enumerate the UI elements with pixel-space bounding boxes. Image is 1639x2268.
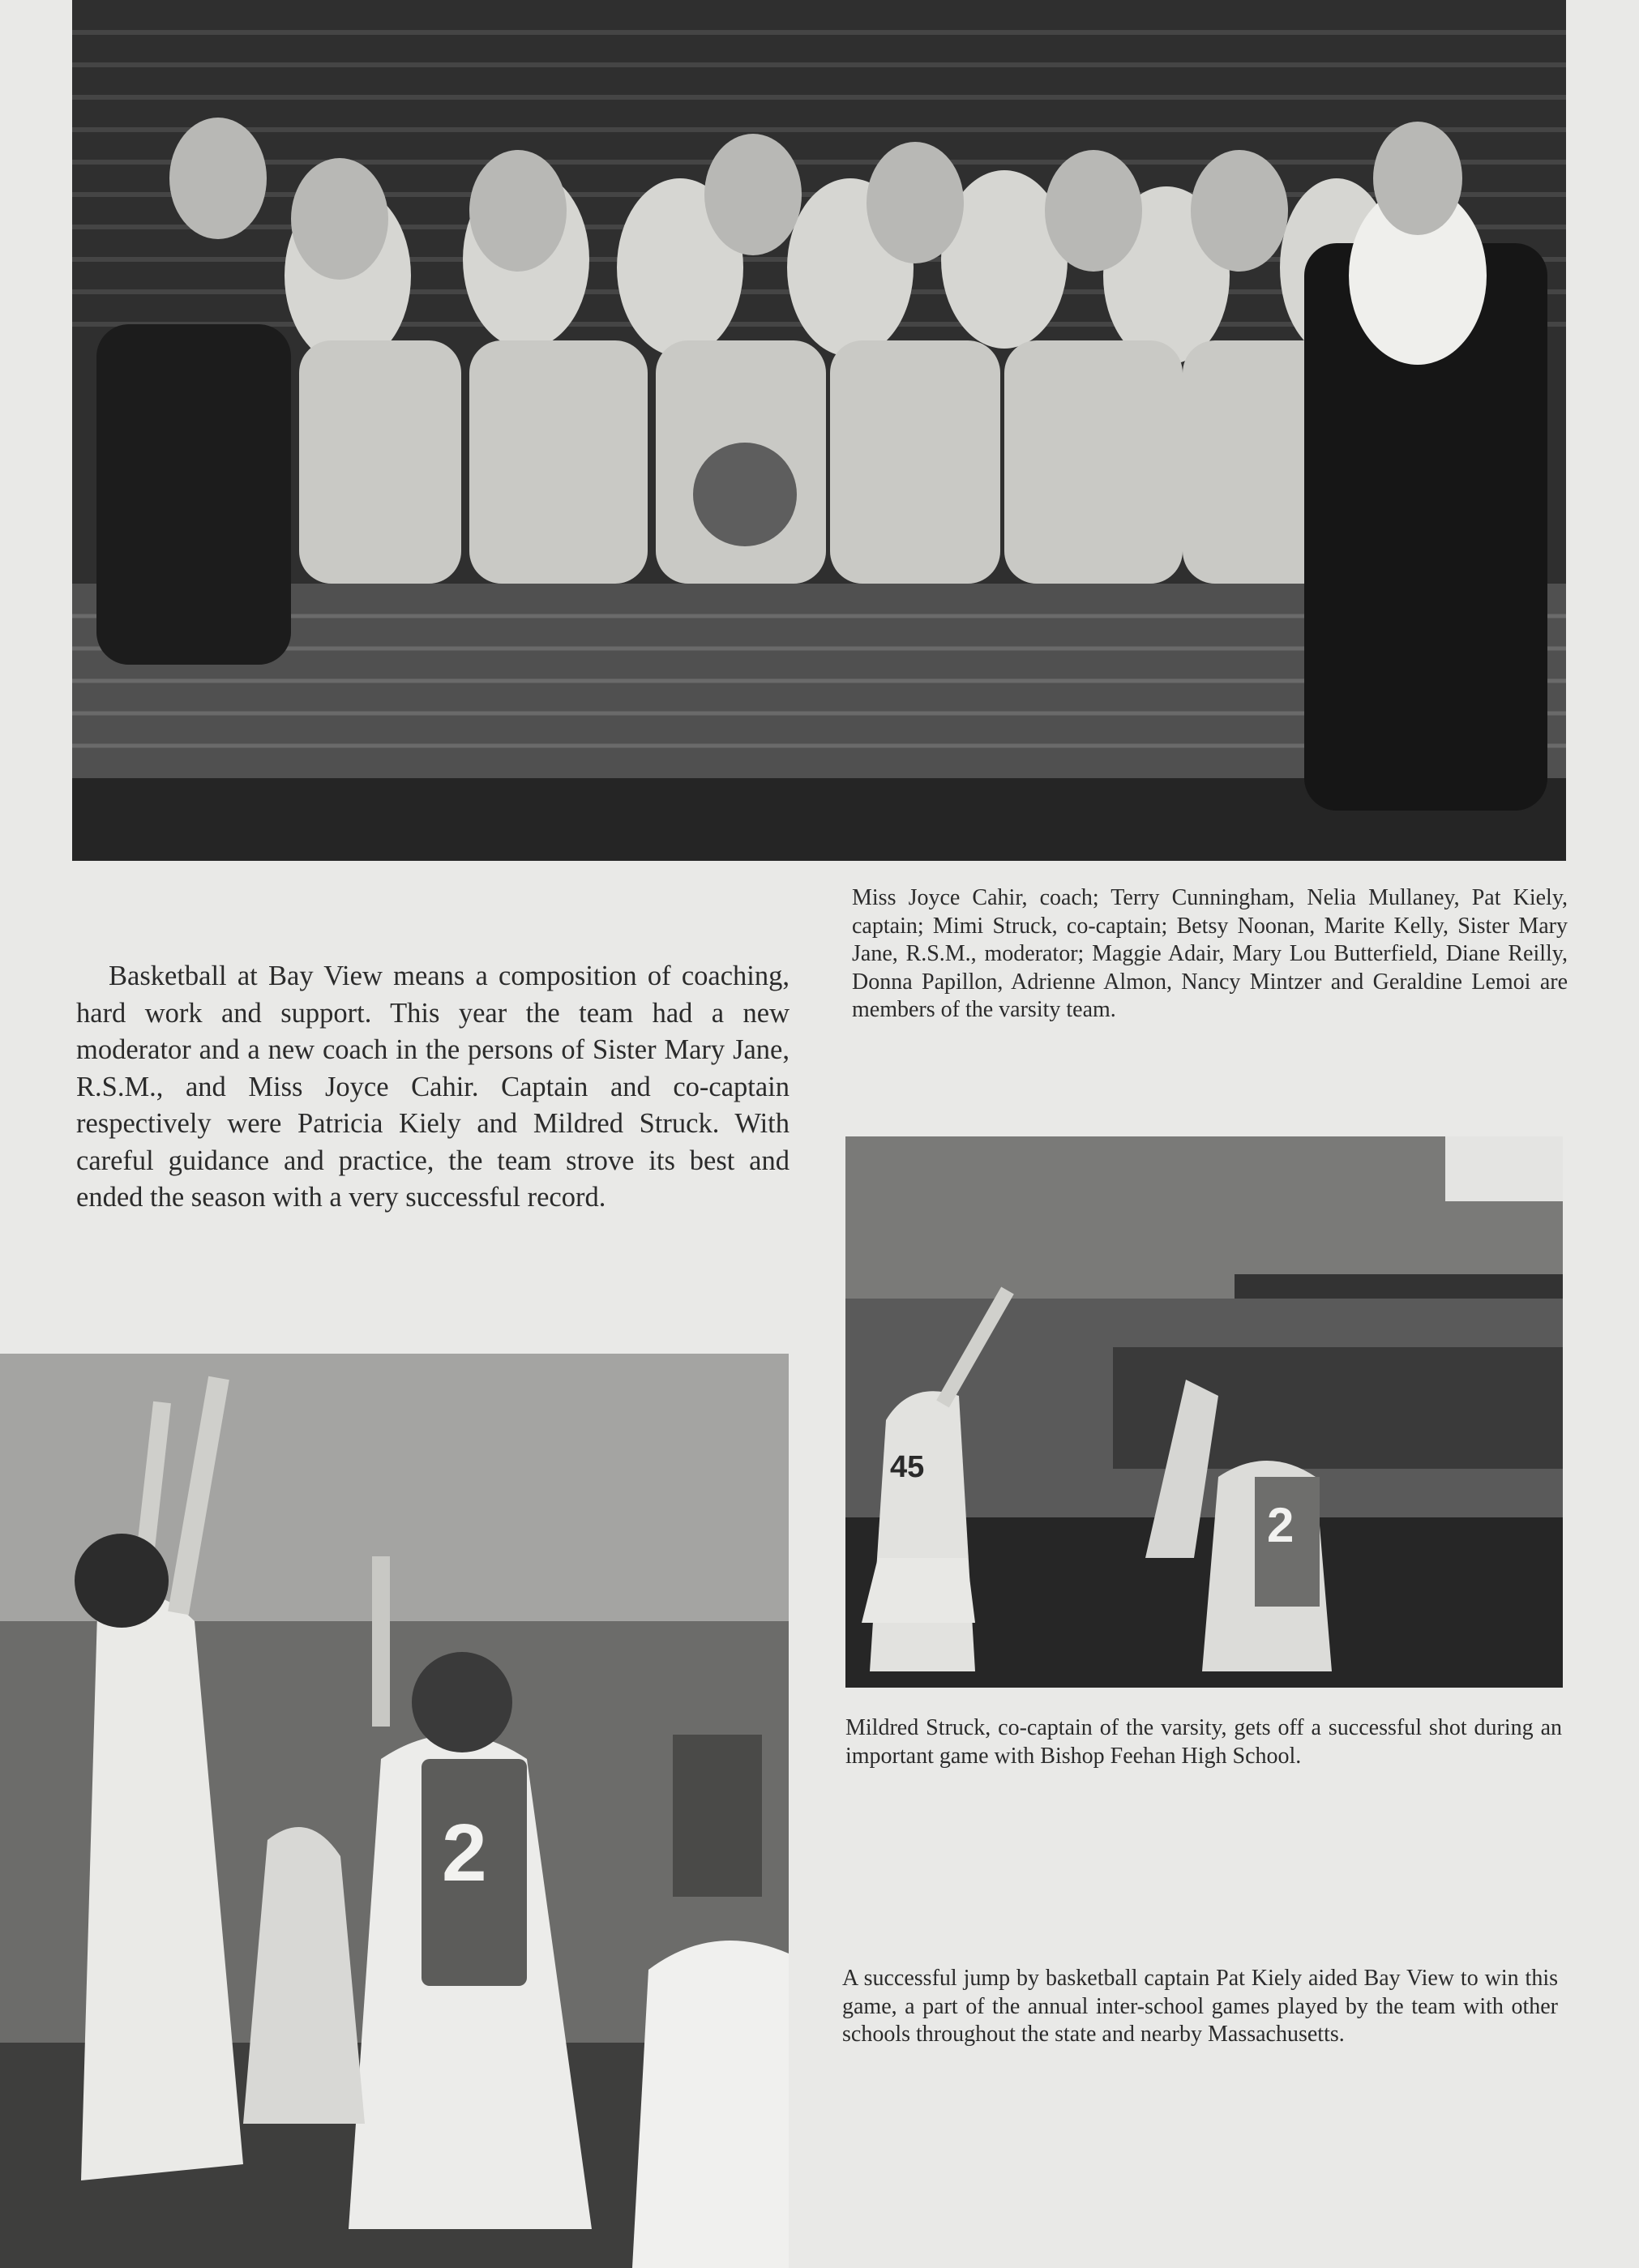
struck-photo [845, 1136, 1563, 1688]
team-photo [72, 0, 1566, 861]
jersey-number-2: 2 [442, 1808, 487, 1898]
struck-photo-image [845, 1136, 1563, 1688]
kiely-photo [0, 1354, 789, 2268]
team-photo-image [72, 0, 1566, 861]
kiely-photo-image [0, 1354, 789, 2268]
article-body: Basketball at Bay View means a composition of coaching, hard work and support. This year the team had a new moderator and a new coach in the persons of Sister Mary Jane, R.S.M., and Miss Joyce Cahir. Captain and co-captain respectively were Patricia Kiely and Mildred Struck. With careful guidance and practice, the team strove its best and ended the season with a very successful record. [76, 961, 790, 1213]
jersey-number-2: 2 [1267, 1498, 1295, 1552]
jersey-number-45: 45 [890, 1450, 925, 1484]
team-photo-caption: Miss Joyce Cahir, coach; Terry Cunningham, Nelia Mullaney, Pat Kiely, captain; Mimi Struck, co-captain; Betsy Noonan, Marite Kelly, Sister Mary Jane, R.S.M., moderator; Maggie Adair, Mary Lou Butterfield, Diane Reilly, Donna Papillon, Adrienne Almon, Nancy Mintzer and Geraldine Lemoi are members of the varsity team. [852, 885, 1568, 1022]
kiely-photo-caption: A successful jump by basketball captain Pat Kiely aided Bay View to win this game, a part of the annual inter-school games played by the team with other schools throughout the state and nearby Massachusetts. [842, 1966, 1558, 2047]
struck-photo-caption: Mildred Struck, co-captain of the varsity, gets off a successful shot during an important game with Bishop Feehan High School. [845, 1715, 1562, 1769]
